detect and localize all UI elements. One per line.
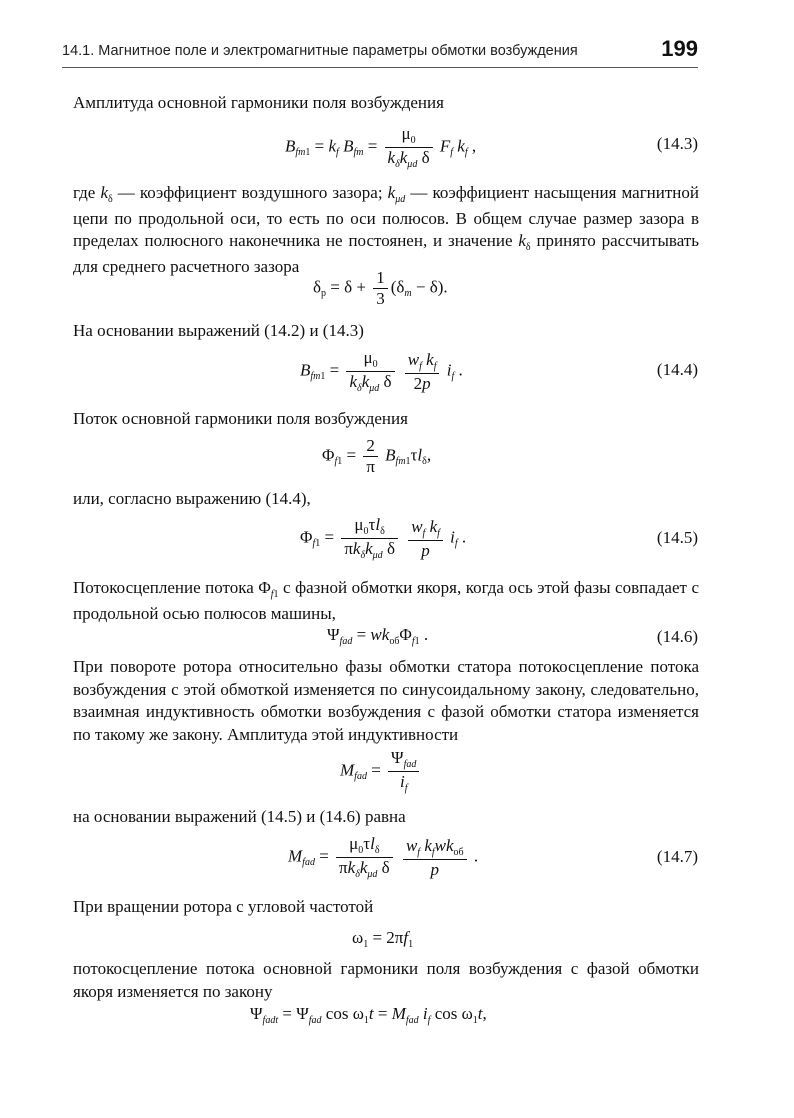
equation-number: (14.4) — [656, 360, 698, 379]
paragraph-3: На основании выражений (14.2) и (14.3) — [73, 321, 364, 340]
paragraph-9: При вращении ротора с угловой частотой — [73, 897, 374, 916]
equation-14-6: $\Psi_{fad} = wk_{об}\Phi_{f1}$ . — [327, 625, 429, 647]
paragraph-7: При повороте ротора относительно фазы обмотки статора потокосцепление потока возбуждения с этой обмоткой изменяется по синусоидальному закону, следовательно, взаимная индуктивность обмотки возбуждения с фазой обмотки статора изменяется по такому же закону. Амплитуда этой индуктивности — [73, 657, 699, 744]
paragraph-1: Амплитуда основной гармоники поля возбуждения — [73, 93, 444, 112]
equation-psi-fadt: $\Psi_{fadt} = \Psi_{fad}$ $\cos \omega_1t = M_{fad}$ $i_f$ $\cos \omega_1t$, — [250, 1004, 487, 1026]
equation-delta-p: $\delta_р = \delta$ + $\frac{1}{3}$ $(\delta_m - \delta)$. — [313, 268, 448, 308]
equation-phi-f1: $\Phi_{f1}$ = $\frac{2}{\pi}$ $B_{fm1}\tau l_\delta$, — [322, 436, 432, 476]
paragraph-5: или, согласно выражению (14.4), — [73, 489, 311, 508]
paragraph-2: где $k_\delta$ — коэффициент воздушного зазора; $k_{\mu d}$ — коэффициент насыщения магнитной цепи по продольной оси, то есть по оси полюсов. В общем случае размер зазора в пределах полюсного наконечника не постоянен, и значение $k_\delta$ принято рассчитывать для среднего расчетного зазора — [73, 183, 699, 276]
paragraph-8: на основании выражений (14.5) и (14.6) равна — [73, 807, 406, 826]
equation-m-fad: $M_{fad}$ = $\frac{\Psi_{fad}}{i_f}$ — [340, 748, 422, 795]
paragraph-10: потокосцепление потока основной гармоники поля возбуждения с фазой обмотки якоря изменяется по закону — [73, 959, 699, 1001]
equation-14-3: $B_{fm1} = k_f$ $B_{fm}$ = $\frac{\mu_0}{k_\delta k_{\mu d} \delta}$ $F_f$ $k_f$ , — [285, 124, 477, 170]
equation-number: (14.3) — [656, 134, 698, 153]
page-number: 199 — [661, 36, 698, 61]
running-header — [62, 36, 698, 66]
equation-14-7: $M_{fad}$ = $\frac{\mu_0\tau l_\delta}{\pi k_\delta k_{\mu d} \delta}$ $\frac{w_f k_fwk_{об}}{p}$ . — [288, 834, 479, 880]
paragraph-4: Поток основной гармоники поля возбуждения — [73, 409, 408, 428]
equation-number: (14.7) — [656, 847, 698, 866]
header-rule — [62, 67, 698, 68]
equation-omega: $\omega_1 = 2\pi f_1$ — [352, 928, 414, 950]
paragraph-6: Потокосцепление потока $\Phi_{f1}$ с фазной обмотки якоря, когда ось этой фазы совпадает с продольной осью полюсов машины, — [73, 578, 699, 623]
equation-number: (14.6) — [656, 627, 698, 646]
equation-14-5: $\Phi_{f1}$ = $\frac{\mu_0\tau l_\delta}{\pi k_\delta k_{\mu d} \delta}$ $\frac{w_f k_f}{p}$ $i_f$ . — [300, 515, 467, 561]
equation-number: (14.5) — [656, 528, 698, 547]
chapter-title: 14.1. Магнитное поле и электромагнитные параметры обмотки возбуждения — [62, 43, 578, 59]
equation-14-4: $B_{fm1}$ = $\frac{\mu_0}{k_\delta k_{\mu d} \delta}$ $\frac{w_f k_f}{2p}$ $i_f$ . — [300, 348, 463, 394]
